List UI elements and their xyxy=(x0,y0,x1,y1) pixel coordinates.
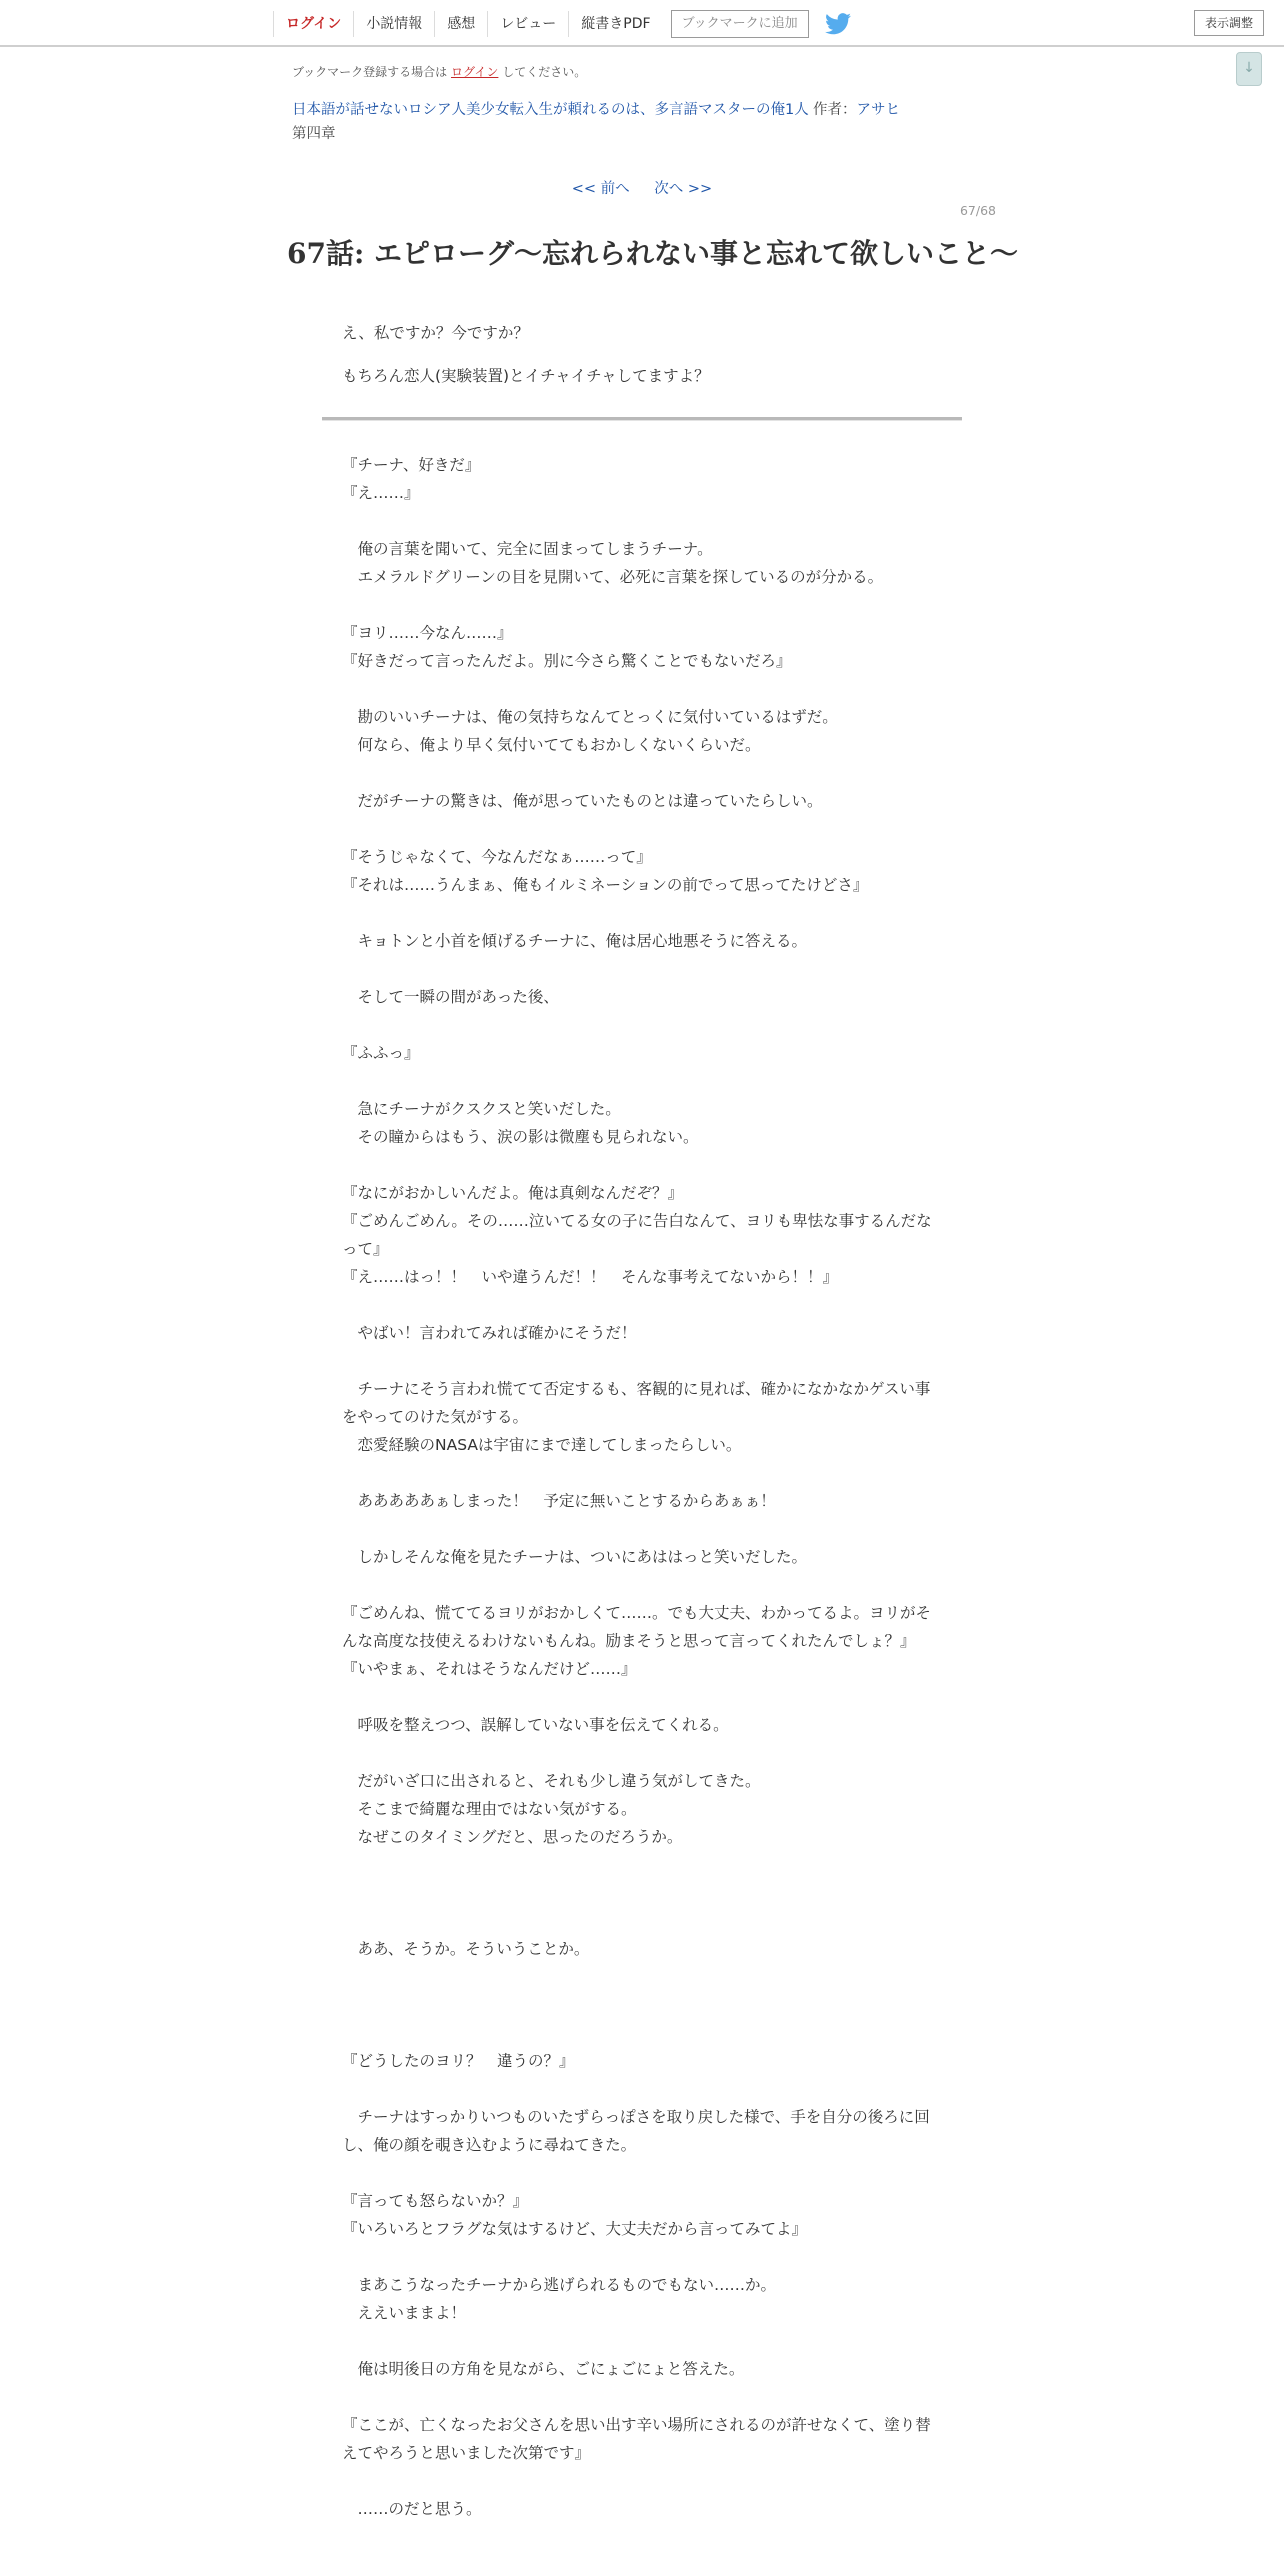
body-line: 『え……はっ！！ いや違うんだ！！ そんな事考えてないから！！』 xyxy=(342,1268,839,1286)
top-nav-bar xyxy=(0,0,1284,47)
body-line: 勘のいいチーナは、俺の気持ちなんてとっくに気付いているはずだ。 xyxy=(342,708,838,726)
body-line: ああ、そうか。そういうことか。 xyxy=(342,1940,590,1958)
body-line xyxy=(342,1991,942,2019)
arrow-down-icon: ↓ xyxy=(1243,60,1255,76)
body-line xyxy=(342,759,942,787)
prev-episode-link[interactable]: << 前へ xyxy=(571,181,630,197)
body-line xyxy=(342,1011,942,1039)
body-line: 恋愛経験のNASAは宇宙にまで達してしまったらしい。 xyxy=(342,1436,742,1454)
body-line: 俺の言葉を聞いて、完全に固まってしまうチーナ。 xyxy=(342,540,713,558)
next-episode-link[interactable]: 次へ >> xyxy=(654,181,713,197)
body-line xyxy=(342,1515,942,1543)
login-notice-suffix: してください。 xyxy=(502,65,587,79)
episode-body xyxy=(342,451,942,2523)
author-label: 作者： xyxy=(813,102,857,118)
body-line: 『なにがおかしいんだよ。俺は真剣なんだぞ？』 xyxy=(342,1184,684,1202)
body-line xyxy=(342,675,942,703)
body-line: 『いろいろとフラグな気はするけど、大丈夫だから言ってみてよ』 xyxy=(342,2220,808,2238)
login-link[interactable]: ログイン xyxy=(273,11,353,37)
body-line xyxy=(342,1571,942,1599)
body-line: だがいざ口に出されると、それも少し違う気がしてきた。 xyxy=(342,1772,761,1790)
body-line: 何なら、俺より早く気付いててもおかしくないくらいだ。 xyxy=(342,736,761,754)
body-line: チーナはすっかりいつものいたずらっぽさを取り戻した様で、手を自分の後ろに回し、俺の顔を覗き込むように尋ねてきた。 xyxy=(342,2108,930,2154)
body-line xyxy=(342,591,942,619)
body-line xyxy=(342,2383,942,2411)
body-line: 『ヨリ……今なん……』 xyxy=(342,624,513,642)
body-line xyxy=(342,1683,942,1711)
body-line xyxy=(342,2467,942,2495)
body-line: 『どうしたのヨリ？ 違うの？』 xyxy=(342,2052,575,2070)
body-line: 『それは……うんまぁ、俺もイルミネーションの前でって思ってたけどさ』 xyxy=(342,876,869,894)
body-line: ……のだと思う。 xyxy=(342,2500,482,2518)
episode-preface xyxy=(342,303,942,406)
body-line xyxy=(342,1907,942,1935)
body-line: やばい！言われてみれば確かにそうだ！ xyxy=(342,1324,637,1342)
body-line xyxy=(342,1879,942,1907)
display-settings-button[interactable]: 表示調整 xyxy=(1194,10,1264,36)
body-line xyxy=(342,1347,942,1375)
body-line: 『そうじゃなくて、今なんだなぁ……って』 xyxy=(342,848,652,866)
body-line: チーナにそう言われ慌てて否定するも、客観的に見れば、確かになかなかゲスい事をやってのけた気がする。 xyxy=(342,1380,931,1426)
body-line xyxy=(342,2019,942,2047)
body-line: なぜこのタイミングだと、思ったのだろうか。 xyxy=(342,1828,683,1846)
body-line: ええいままよ！ xyxy=(342,2304,467,2322)
body-line: 『ごめんごめん。その……泣いてる女の子に告白なんて、ヨリも卑怯な事するんだなって』 xyxy=(342,1212,932,1258)
author-info xyxy=(813,98,900,119)
body-line: あああああぁしまった！ 予定に無いことするからあぁぁ！ xyxy=(342,1492,776,1510)
impressions-link[interactable]: 感想 xyxy=(434,11,487,37)
body-line xyxy=(342,1739,942,1767)
login-notice-prefix: ブックマーク登録する場合は xyxy=(292,65,448,79)
body-line xyxy=(342,1067,942,1095)
body-line xyxy=(342,955,942,983)
body-line xyxy=(342,2159,942,2187)
body-line xyxy=(342,2243,942,2271)
body-line: 『え……』 xyxy=(342,484,420,502)
preface-line: え、私ですか？今ですか？ xyxy=(342,323,529,342)
body-line xyxy=(342,507,942,535)
body-line: 『いやまぁ、それはそうなんだけど……』 xyxy=(342,1660,637,1678)
body-line: 『好きだって言ったんだよ。別に今さら驚くことでもないだろ』 xyxy=(342,652,792,670)
body-line xyxy=(342,1851,942,1879)
review-link[interactable]: レビュー xyxy=(487,11,568,37)
body-line: そして一瞬の間があった後、 xyxy=(342,988,559,1006)
body-line xyxy=(342,1151,942,1179)
author-link[interactable]: アサヒ xyxy=(856,102,900,118)
notice-login-link[interactable]: ログイン xyxy=(451,65,499,79)
body-line: 『ふふっ』 xyxy=(342,1044,420,1062)
body-line xyxy=(342,2327,942,2355)
preface-line: もちろん恋人(実験装置)とイチャイチャしてますよ？ xyxy=(342,367,710,385)
body-line: 俺は明後日の方角を見ながら、ごにょごにょと答えた。 xyxy=(342,2360,745,2378)
novel-info-link[interactable]: 小説情報 xyxy=(353,11,434,37)
body-line xyxy=(342,1963,942,1991)
body-line: 『ここが、亡くなったお父さんを思い出す辛い場所にされるのが許せなくて、塗り替えてやろうと思いました次第です』 xyxy=(342,2416,931,2462)
twitter-bird-icon[interactable] xyxy=(825,13,851,35)
body-line xyxy=(342,1291,942,1319)
body-line xyxy=(342,1459,942,1487)
body-line: そこまで綺麗な理由ではない気がする。 xyxy=(342,1800,637,1818)
scroll-down-tab[interactable] xyxy=(1236,52,1262,86)
vertical-pdf-link[interactable]: 縦書きPDF xyxy=(568,11,662,37)
body-line: まあこうなったチーナから逃げられるものでもない……か。 xyxy=(342,2276,777,2294)
episode-title: 67話: エピローグ～忘れられない事と忘れて欲しいこと～ xyxy=(287,237,1019,270)
body-line xyxy=(342,2075,942,2103)
body-line: キョトンと小首を傾げるチーナに、俺は居心地悪そうに答える。 xyxy=(342,932,808,950)
episode-pager xyxy=(0,177,1284,198)
section-divider xyxy=(322,417,962,421)
body-line xyxy=(342,899,942,927)
body-line: エメラルドグリーンの目を見開いて、必死に言葉を探しているのが分かる。 xyxy=(342,568,884,586)
body-line: その瞳からはもう、涙の影は微塵も見られない。 xyxy=(342,1128,699,1146)
nav-menu xyxy=(273,0,851,47)
body-line: 『言っても怒らないか？』 xyxy=(342,2192,529,2210)
chapter-title: 第四章 xyxy=(292,126,336,142)
novel-title-link[interactable]: 日本語が話せないロシア人美少女転入生が頼れるのは、多言語マスターの俺1人 xyxy=(292,102,809,118)
body-line: 『ごめんね、慌ててるヨリがおかしくて……。でも大丈夫、わかってるよ。ヨリがそんな高度な技使えるわけないもんね。励まそうと思って言ってくれたんでしょ？』 xyxy=(342,1604,932,1650)
page-count: 67/68 xyxy=(959,203,996,218)
body-line: 呼吸を整えつつ、誤解していない事を伝えてくれる。 xyxy=(342,1716,729,1734)
body-line: だがチーナの驚きは、俺が思っていたものとは違っていたらしい。 xyxy=(342,792,823,810)
body-line xyxy=(342,815,942,843)
body-line: 『チーナ、好きだ』 xyxy=(342,456,481,474)
add-bookmark-button[interactable]: ブックマークに追加 xyxy=(671,10,809,38)
login-notice xyxy=(292,63,586,80)
body-line: しかしそんな俺を見たチーナは、ついにあははっと笑いだした。 xyxy=(342,1548,808,1566)
body-line: 急にチーナがクスクスと笑いだした。 xyxy=(342,1100,621,1118)
